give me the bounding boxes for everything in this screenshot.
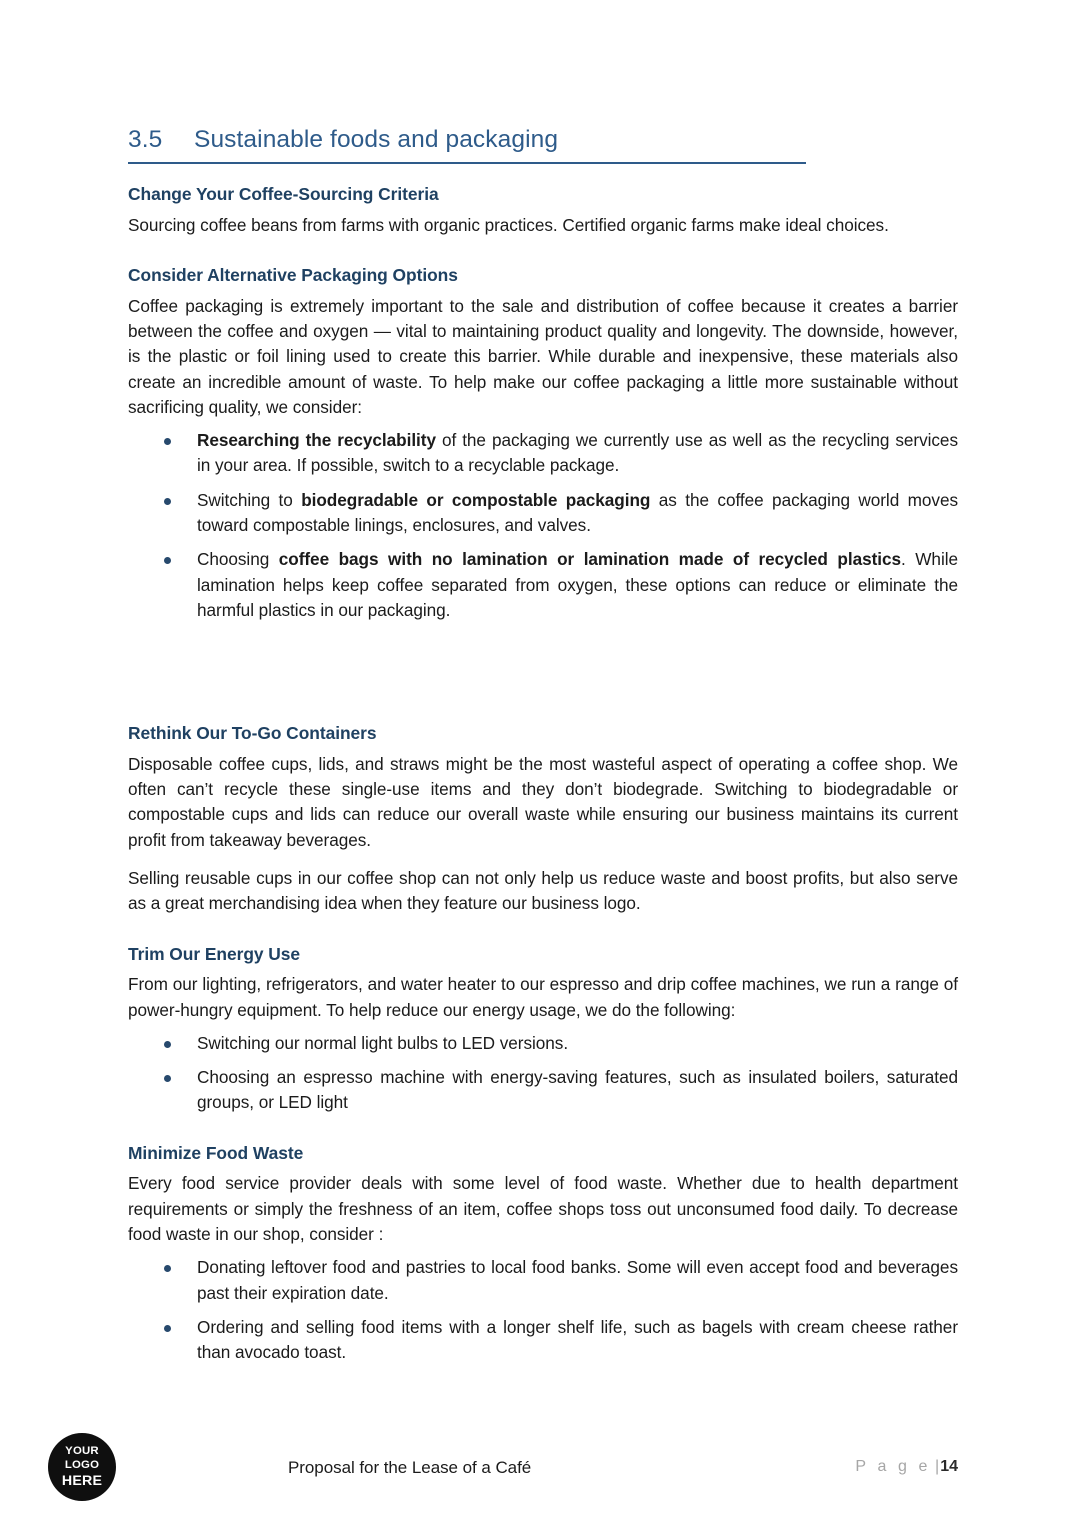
paragraph-packaging-options: Coffee packaging is extremely important to the sale and distribution of coffee because it creates a barrier between the coffee and oxygen — vital to maintaining product quality and longevity. The downside, however, is the plastic or foil lining used to create this barrier. While durable and inexpensive, these materials also create an incredible amount of waste. To help make our coffee packaging a little more sustainable without sacrificing quality, we consider: [128, 295, 958, 417]
bullet-dot-icon [164, 438, 171, 445]
heading-coffee-sourcing: Change Your Coffee-Sourcing Criteria [128, 183, 439, 204]
page-number-value: 14 [940, 1458, 958, 1475]
page-separator: | [935, 1458, 940, 1475]
paragraph-energy-use: From our lighting, refrigerators, and water heater to our espresso and drip coffee machines, we run a range of power-hungry equipment. To help reduce our energy usage, we do the following: [128, 974, 958, 1020]
list-item [128, 428, 958, 479]
section-heading [128, 126, 958, 155]
list-item-bold: biodegradable or compostable packaging [301, 489, 651, 510]
bullet-dot-icon [164, 498, 171, 505]
list-item-text: of the packaging we currently use as well as the recycling services in your area. If possible, switch to a recyclable package. [197, 430, 958, 476]
list-item [128, 547, 958, 623]
list-item [128, 1031, 958, 1056]
bullet-dot-icon [164, 557, 171, 564]
section-divider [128, 162, 806, 164]
page-footer [0, 1432, 1086, 1518]
paragraph-coffee-sourcing: Sourcing coffee beans from farms with organic practices. Certified organic farms make ideal choices. [128, 214, 889, 235]
paragraph-food-waste: Every food service provider deals with some level of food waste. Whether due to health department requirements or simply the freshness of an item, coffee shops toss out unconsumed food daily. To decrease food waste in our shop, consider : [128, 1173, 958, 1244]
logo-line-2: LOGO [64, 1458, 100, 1471]
list-item-text: as the coffee packaging world moves toward compostable linings, enclosures, and valves. [197, 489, 958, 535]
heading-food-waste: Minimize Food Waste [128, 1142, 304, 1163]
paragraph-togo-1: Disposable coffee cups, lids, and straws might be the most wasteful aspect of operating a coffee shop. We often can’t recycle these single-use items and they don’t biodegrade. Switching to biodegradable or compostable cups and lids can reduce our overall waste while ensuring our business maintains its current profit from takeaway beverages. [128, 753, 958, 850]
paragraph-togo-2: Selling reusable cups in our coffee shop can not only help us reduce waste and boost profits, but also serve as a great merchandising idea when they feature our business logo. [128, 867, 958, 914]
section-number: 3.5 [128, 126, 163, 153]
section-title: Sustainable foods and packaging [194, 126, 559, 153]
list-item-text: Switching our normal light bulbs to LED versions. [197, 1032, 569, 1053]
footer-document-title: Proposal for the Lease of a Café [288, 1458, 532, 1477]
heading-energy-use: Trim Our Energy Use [128, 943, 301, 964]
list-packaging-options [128, 428, 958, 623]
list-food-waste [128, 1255, 958, 1365]
list-item [128, 488, 958, 539]
list-item-text: Donating leftover food and pastries to local food banks. Some will even accept food and beverages past their expiration date. [197, 1257, 958, 1303]
list-item-text: Ordering and selling food items with a longer shelf life, such as bagels with cream cheese rather than avocado toast. [197, 1316, 958, 1363]
list-energy-use [128, 1031, 958, 1116]
bullet-dot-icon [164, 1041, 171, 1048]
list-item-bold: Researching the recyclability [197, 430, 436, 451]
heading-togo-containers: Rethink Our To-Go Containers [128, 723, 377, 744]
logo-line-1: YOUR [65, 1444, 99, 1457]
bullet-dot-icon [164, 1265, 171, 1272]
page-content [128, 126, 958, 1365]
footer-page-number [855, 1458, 958, 1476]
list-item [128, 1315, 958, 1366]
page-label: P a g e [855, 1458, 932, 1475]
list-item [128, 1255, 958, 1306]
list-item-text: . While lamination helps keep coffee separated from oxygen, these options can reduce or eliminate the harmful plastics in our packaging. [197, 549, 958, 620]
list-item [128, 1065, 958, 1116]
list-item-text: Choosing an espresso machine with energy-saving features, such as insulated boilers, saturated groups, or LED light [197, 1067, 958, 1113]
list-item-prefix: Choosing [197, 549, 279, 570]
logo-placeholder [48, 1433, 116, 1501]
list-item-bold: coffee bags with no lamination or lamination made of recycled plastics [278, 549, 902, 570]
bullet-dot-icon [164, 1325, 171, 1332]
list-item-prefix: Switching to [197, 489, 302, 510]
heading-packaging-options: Consider Alternative Packaging Options [128, 264, 458, 285]
bullet-dot-icon [164, 1075, 171, 1082]
logo-line-3: HERE [61, 1472, 103, 1489]
